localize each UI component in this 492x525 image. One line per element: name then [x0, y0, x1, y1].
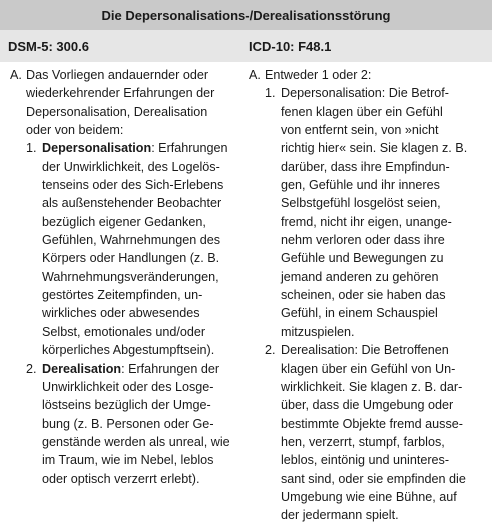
dsm-item-2-line: oder optisch verzerrt erlebt).	[42, 471, 200, 486]
icd-item-2-line: hen, verzerrt, stumpf, farblos,	[281, 434, 445, 449]
icd-item-1-text: Depersonalisation: Die Betrof-	[281, 86, 449, 101]
dsm-criterion-a-marker: A.	[10, 68, 22, 82]
icd-item-1-line: darüber, dass ihre Empfindun-	[281, 159, 450, 174]
icd-criteria-column	[249, 66, 485, 525]
icd-code: ICD-10: F48.1	[249, 39, 332, 54]
dsm-item-1-line: der Unwirklichkeit, des Logelös-	[42, 159, 220, 174]
dsm-criteria-column	[10, 66, 242, 488]
dsm-code: DSM-5: 300.6	[8, 39, 89, 54]
dsm-item-1-line: tenseins oder des Sich-Erlebens	[42, 178, 224, 193]
dsm-item-2-line: im Traum, wie im Nebel, leblos	[42, 453, 214, 468]
icd-item-1-line: jemand anderen zu gehören	[281, 269, 439, 284]
dsm-item-2-marker: 2.	[26, 361, 37, 376]
icd-item-2-line: wirklichkeit. Sie klagen z. B. dar-	[281, 379, 463, 394]
icd-item-1-line: Selbstgefühl losgelöst seien,	[281, 196, 441, 211]
icd-item-2-line: sant sind, oder sie empfinden die	[281, 471, 466, 486]
icd-item-1-line: gen, Gefühle und ihr inneres	[281, 178, 440, 193]
dsm-item-2-line: Unwirklichkeit oder des Losge-	[42, 379, 214, 394]
icd-item-1-line: scheinen, oder sie haben das	[281, 288, 446, 303]
dsm-item-2-line: genstände werden als unreal, wie	[42, 434, 230, 449]
icd-item-1-line: Gefühl, in einem Schauspiel	[281, 306, 438, 321]
dsm-criterion-a-line: wiederkehrender Erfahrungen der	[26, 86, 215, 101]
dsm-item-1-line: Wahrnehmungsveränderungen,	[42, 269, 219, 284]
icd-item-1	[249, 84, 485, 102]
icd-criterion-a-marker: A.	[249, 68, 261, 82]
dsm-item-1	[10, 139, 242, 157]
icd-item-2-text: Derealisation: Die Betroffenen	[281, 343, 449, 358]
icd-item-2-line: klagen über ein Gefühl von Un-	[281, 361, 456, 376]
dsm-item-1-line: Körpers oder Handlungen (z. B.	[42, 251, 220, 266]
code-header-row	[0, 30, 492, 62]
dsm-item-2	[10, 360, 242, 378]
icd-item-1-line: fremd, nicht ihr eigen, unange-	[281, 214, 452, 229]
icd-item-1-line: richtig hier« sein. Sie klagen z. B.	[281, 141, 468, 156]
icd-item-2-line: bestimmte Objekte fremd ausse-	[281, 416, 463, 431]
dsm-item-1-text: : Erfahrungen	[151, 141, 228, 156]
dsm-item-1-line: Gefühlen, Wahrnehmungen des	[42, 233, 221, 248]
dsm-item-1-line: gestörtes Zeitempfinden, un-	[42, 288, 203, 303]
icd-item-2-line: leblos, eintönig und uninteres-	[281, 453, 450, 468]
icd-item-2-line: der jedermann spielt.	[281, 508, 399, 523]
icd-item-2-marker: 2.	[265, 343, 276, 358]
icd-item-2-line: über, dass die Umgebung oder	[281, 398, 454, 413]
dsm-item-1-marker: 1.	[26, 141, 37, 156]
dsm-item-2-text: : Erfahrungen der	[121, 361, 220, 376]
dsm-item-1-line: körperliches Abgestumpftsein).	[42, 343, 215, 358]
dsm-item-2-line: bung (z. B. Personen oder Ge-	[42, 416, 214, 431]
dsm-criterion-a-line: oder von beidem:	[26, 123, 124, 138]
dsm-item-1-line: Selbst, emotionales und/oder	[42, 324, 206, 339]
dsm-item-1-term: Depersonalisation	[42, 141, 152, 156]
dsm-item-1-line: wirkliches oder abwesendes	[42, 306, 200, 321]
dsm-item-1-line: bezüglich eigener Gedanken,	[42, 214, 206, 229]
icd-criterion-a-text: Entweder 1 oder 2:	[265, 68, 372, 82]
icd-item-1-line: nehm verloren oder dass ihre	[281, 233, 445, 248]
icd-item-1-line: von entfernt sein, von »nicht	[281, 123, 439, 138]
icd-criterion-a	[249, 66, 485, 84]
icd-item-1-line: mitzuspielen.	[281, 324, 355, 339]
dsm-item-2-line: löstseins bezüglich der Umge-	[42, 398, 211, 413]
icd-item-1-marker: 1.	[265, 86, 276, 101]
dsm-criterion-a-text: Das Vorliegen andauernder oder	[26, 68, 209, 82]
dsm-criterion-a-line: Depersonalisation, Derealisation	[26, 104, 208, 119]
dsm-item-2-term: Derealisation	[42, 361, 122, 376]
dsm-criterion-a	[10, 66, 242, 84]
dsm-item-1-line: als außenstehender Beobachter	[42, 196, 222, 211]
icd-item-2	[249, 341, 485, 359]
icd-item-1-line: fenen klagen über ein Gefühl	[281, 104, 443, 119]
icd-item-2-line: Umgebung wie eine Bühne, auf	[281, 489, 457, 504]
icd-item-1-line: Gefühle und Bewegungen zu	[281, 251, 444, 266]
table-title: Die Depersonalisations-/Derealisationsstörung	[0, 0, 492, 30]
